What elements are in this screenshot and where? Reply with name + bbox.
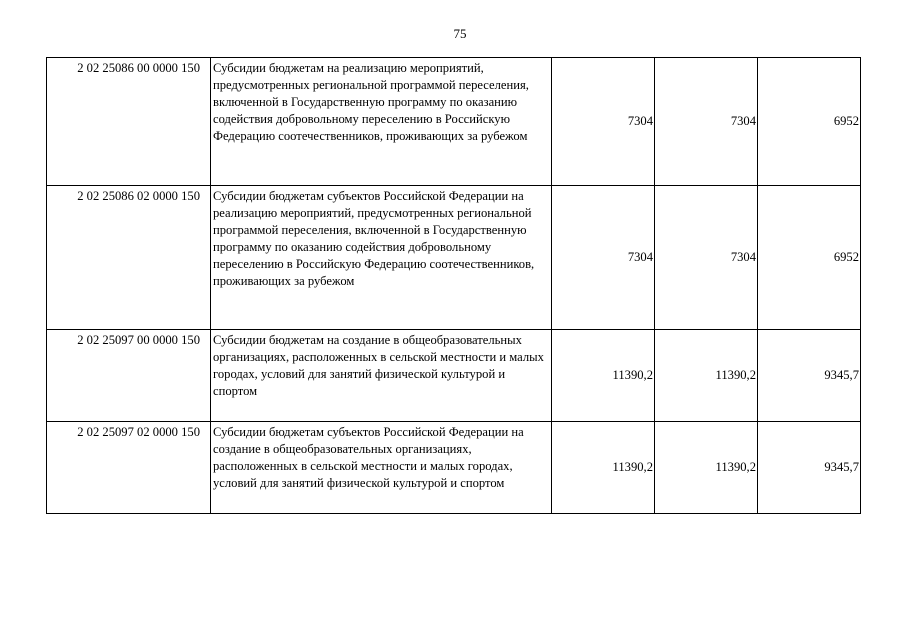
- amount-cell-3: 9345,7: [758, 330, 861, 422]
- amount-cell-1: 11390,2: [552, 330, 655, 422]
- description-cell: Субсидии бюджетам субъектов Российской Федерации на реализацию мероприятий, предусмотренных региональной программой переселения, включенной в Государственную программу по оказанию содействия добровольному переселению в Российскую Федерацию соотечественников, проживающих за рубежом: [211, 186, 552, 330]
- description-cell: Субсидии бюджетам на создание в общеобразовательных организациях, расположенных в сельской местности и малых городах, условий для занятий физической культурой и спортом: [211, 330, 552, 422]
- page-number: 75: [453, 26, 467, 41]
- table-row: [47, 330, 861, 422]
- table-row: [47, 58, 861, 186]
- amount-cell-2: 11390,2: [655, 330, 758, 422]
- amount-cell-2: 7304: [655, 186, 758, 330]
- amount-cell-3: 6952: [758, 186, 861, 330]
- budget-code-cell: 2 02 25086 00 0000 150: [47, 58, 211, 186]
- amount-cell-3: 6952: [758, 58, 861, 186]
- amount-cell-1: 7304: [552, 186, 655, 330]
- budget-code-cell: 2 02 25086 02 0000 150: [47, 186, 211, 330]
- amount-cell-3: 9345,7: [758, 422, 861, 514]
- budget-revenue-table: [46, 57, 861, 514]
- description-cell: Субсидии бюджетам субъектов Российской Федерации на создание в общеобразовательных организациях, расположенных в сельской местности и малых городах, условий для занятий физической культурой и спортом: [211, 422, 552, 514]
- budget-code-cell: 2 02 25097 00 0000 150: [47, 330, 211, 422]
- amount-cell-1: 7304: [552, 58, 655, 186]
- budget-code-cell: 2 02 25097 02 0000 150: [47, 422, 211, 514]
- table-row: [47, 186, 861, 330]
- description-cell: Субсидии бюджетам на реализацию мероприятий, предусмотренных региональной программой переселения, включенной в Государственную программу по оказанию содействия добровольному переселению в Российскую Федерацию соотечественников, проживающих за рубежом: [211, 58, 552, 186]
- amount-cell-2: 11390,2: [655, 422, 758, 514]
- table-row: [47, 422, 861, 514]
- amount-cell-2: 7304: [655, 58, 758, 186]
- amount-cell-1: 11390,2: [552, 422, 655, 514]
